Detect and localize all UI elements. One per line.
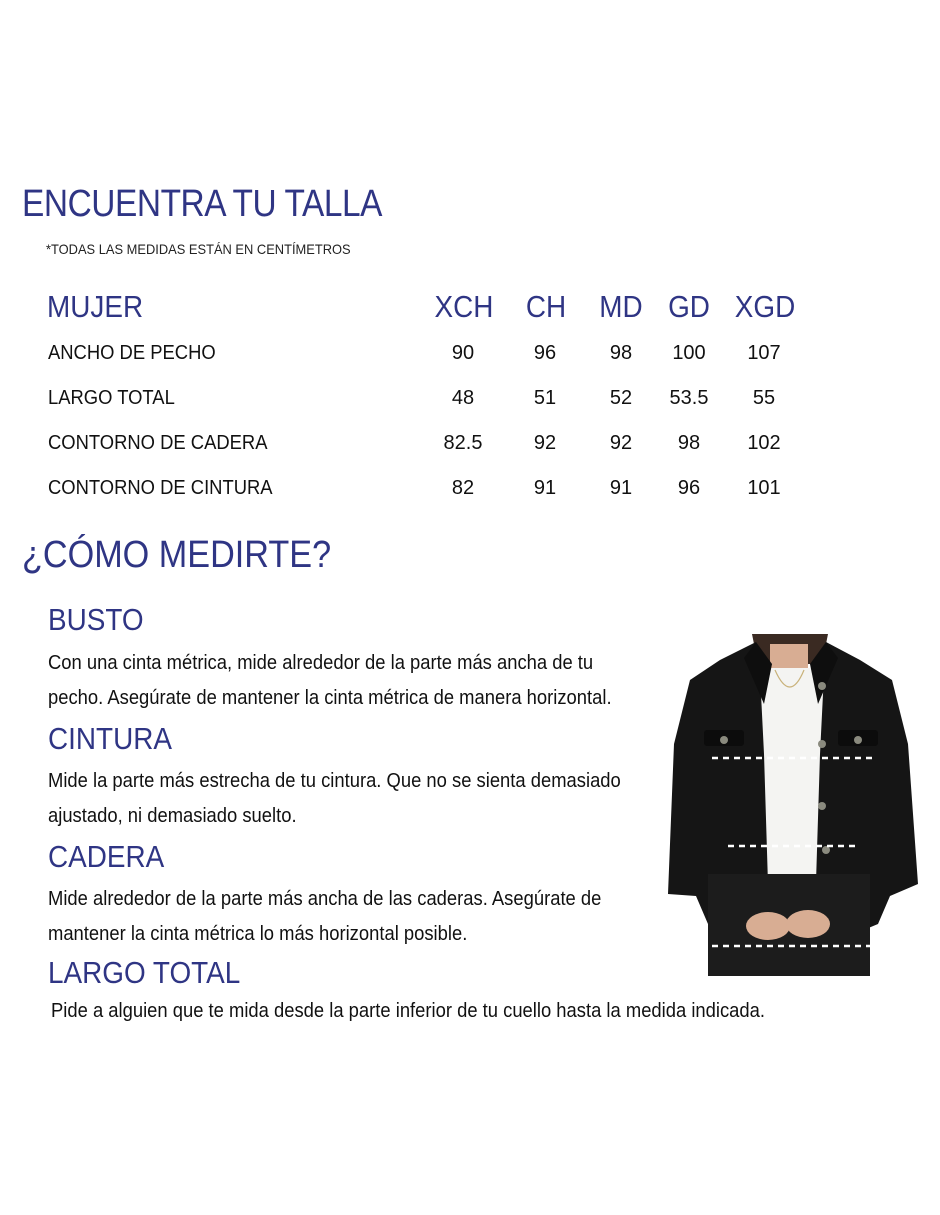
section-text-cadera <box>48 882 637 952</box>
row-label: ANCHO DE PECHO <box>48 342 216 364</box>
size-table <box>0 0 940 520</box>
table-cell: 52 <box>609 387 633 409</box>
section-heading-cintura: CINTURA <box>48 721 173 756</box>
section-heading-cadera: CADERA <box>48 839 165 874</box>
text-line: mantener la cinta métrica lo más horizontal posible. <box>48 923 468 945</box>
text-line: ajustado, ni demasiado suelto. <box>48 805 297 827</box>
table-cell: 92 <box>609 432 633 454</box>
table-cell: 91 <box>609 477 633 499</box>
text-line: Con una cinta métrica, mide alrededor de la parte más ancha de tu <box>48 652 594 674</box>
table-cell: 100 <box>672 342 706 364</box>
size-header-xgd: XGD <box>734 289 796 324</box>
text-line: Mide la parte más estrecha de tu cintura. Que no se sienta demasiado <box>48 770 621 792</box>
how-to-measure-title: ¿CÓMO MEDIRTE? <box>22 534 332 576</box>
table-cell: 53.5 <box>669 387 709 409</box>
table-cell: 96 <box>677 477 701 499</box>
row-label: LARGO TOTAL <box>48 387 175 409</box>
size-header-md: MD <box>599 289 643 324</box>
row-label: CONTORNO DE CADERA <box>48 432 268 454</box>
table-cell: 91 <box>533 477 557 499</box>
table-cell: 92 <box>533 432 557 454</box>
table-cell: 102 <box>747 432 781 454</box>
size-header-xch: XCH <box>434 289 494 324</box>
section-text-largo-total <box>51 994 787 1029</box>
table-category: MUJER <box>47 289 144 324</box>
text-line: Pide a alguien que te mida desde la parte inferior de tu cuello hasta la medida indicada. <box>51 1000 765 1022</box>
table-cell: 107 <box>747 342 781 364</box>
jacket-button <box>818 740 826 748</box>
table-cell: 82.5 <box>443 432 483 454</box>
page-title: ENCUENTRA TU TALLA <box>22 183 383 225</box>
jacket-button <box>720 736 728 744</box>
table-cell: 96 <box>533 342 557 364</box>
text-line: Mide alrededor de la parte más ancha de las caderas. Asegúrate de <box>48 888 602 910</box>
section-text-cintura <box>48 764 637 834</box>
table-cell: 55 <box>752 387 776 409</box>
hand-right <box>786 910 830 938</box>
text-line: pecho. Asegúrate de mantener la cinta métrica de manera horizontal. <box>48 687 612 709</box>
table-cell: 48 <box>451 387 475 409</box>
jacket-button <box>854 736 862 744</box>
section-heading-largo-total: LARGO TOTAL <box>48 955 241 990</box>
table-cell: 98 <box>677 432 701 454</box>
hand-left <box>746 912 790 940</box>
size-header-ch: CH <box>525 289 567 324</box>
table-cell: 90 <box>451 342 475 364</box>
table-cell: 82 <box>451 477 475 499</box>
model-jacket-photo <box>660 634 922 976</box>
row-label: CONTORNO DE CINTURA <box>48 477 273 499</box>
table-cell: 51 <box>533 387 557 409</box>
table-cell: 98 <box>609 342 633 364</box>
jacket-button <box>818 802 826 810</box>
section-text-busto <box>48 646 637 716</box>
jacket-button <box>818 682 826 690</box>
units-note: *TODAS LAS MEDIDAS ESTÁN EN CENTÍMETROS <box>46 241 351 257</box>
section-heading-busto: BUSTO <box>48 602 144 637</box>
size-header-gd: GD <box>668 289 710 324</box>
table-cell: 101 <box>747 477 781 499</box>
